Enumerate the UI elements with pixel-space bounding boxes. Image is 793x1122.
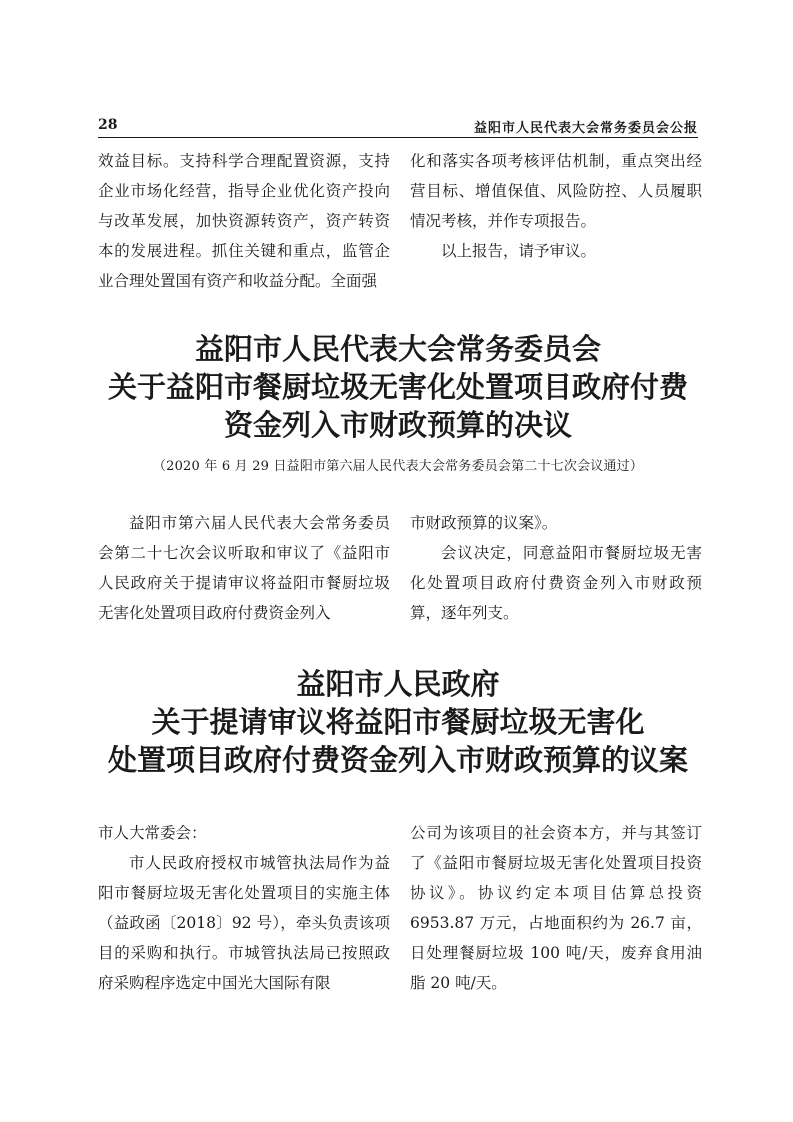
paragraph: 效益目标。支持科学合理配置资源，支持企业市场化经营，指导企业优化资产投向与改革发展，加快资源转资产，资产转资本的发展进程。抓住关键和重点，监管企业合理处置国有资产和收益分配。全面强	[98, 152, 390, 290]
resolution-left-column	[98, 508, 390, 628]
paragraph: 益阳市第六届人民代表大会常务委员会第二十七次会议听取和审议了《益阳市人民政府关于提请审议将益阳市餐厨垃圾无害化处置项目政府付费资金列入	[98, 514, 390, 622]
running-title: 益阳市人民代表大会常务委员会公报	[473, 121, 698, 136]
proposal-right-column	[410, 818, 702, 998]
resolution-title	[98, 330, 698, 444]
proposal-left-column	[98, 818, 390, 998]
title-line: 处置项目政府付费资金列入市财政预算的议案	[107, 743, 688, 777]
section1-right-column	[410, 146, 702, 266]
title-line: 益阳市人民政府	[296, 667, 500, 701]
title-line: 关于提请审议将益阳市餐厨垃圾无害化	[151, 705, 645, 739]
salutation: 市人大常委会：	[98, 824, 207, 842]
paragraph: 以上报告，请予审议。	[441, 242, 597, 260]
page-header	[98, 113, 698, 139]
paragraph: 公司为该项目的社会资本方，并与其签订了《益阳市餐厨垃圾无害化处置项目投资协议》。协议约定本项目估算总投资 6953.87 万元，占地面积约为 26.7 亩，日处理餐厨垃圾 100 吨/天，废弃食用油脂 20 吨/天。	[410, 824, 702, 992]
page-number: 28	[98, 117, 118, 133]
resolution-right-column	[410, 508, 702, 628]
paragraph: 化和落实各项考核评估机制，重点突出经营目标、增值保值、风险防控、人员履职情况考核，并作专项报告。	[410, 152, 702, 230]
title-line: 关于益阳市餐厨垃圾无害化处置项目政府付费	[107, 370, 688, 404]
paragraph: 会议决定，同意益阳市餐厨垃圾无害化处置项目政府付费资金列入市财政预算，逐年列支。	[410, 544, 702, 622]
header-rule	[98, 137, 698, 138]
section1-left-column	[98, 146, 390, 296]
title-line: 益阳市人民代表大会常务委员会	[194, 332, 601, 366]
paragraph: 市财政预算的议案》。	[410, 514, 558, 532]
adoption-note: （2020 年 6 月 29 日益阳市第六届人民代表大会常务委员会第二十七次会议通过）	[152, 459, 644, 474]
paragraph: 市人民政府授权市城管执法局作为益阳市餐厨垃圾无害化处置项目的实施主体（益政函〔2018〕92 号），牵头负责该项目的采购和执行。市城管执法局已按照政府采购程序选定中国光大国际有限	[98, 854, 390, 992]
proposal-title	[98, 665, 698, 779]
title-line: 资金列入市财政预算的决议	[223, 408, 572, 442]
